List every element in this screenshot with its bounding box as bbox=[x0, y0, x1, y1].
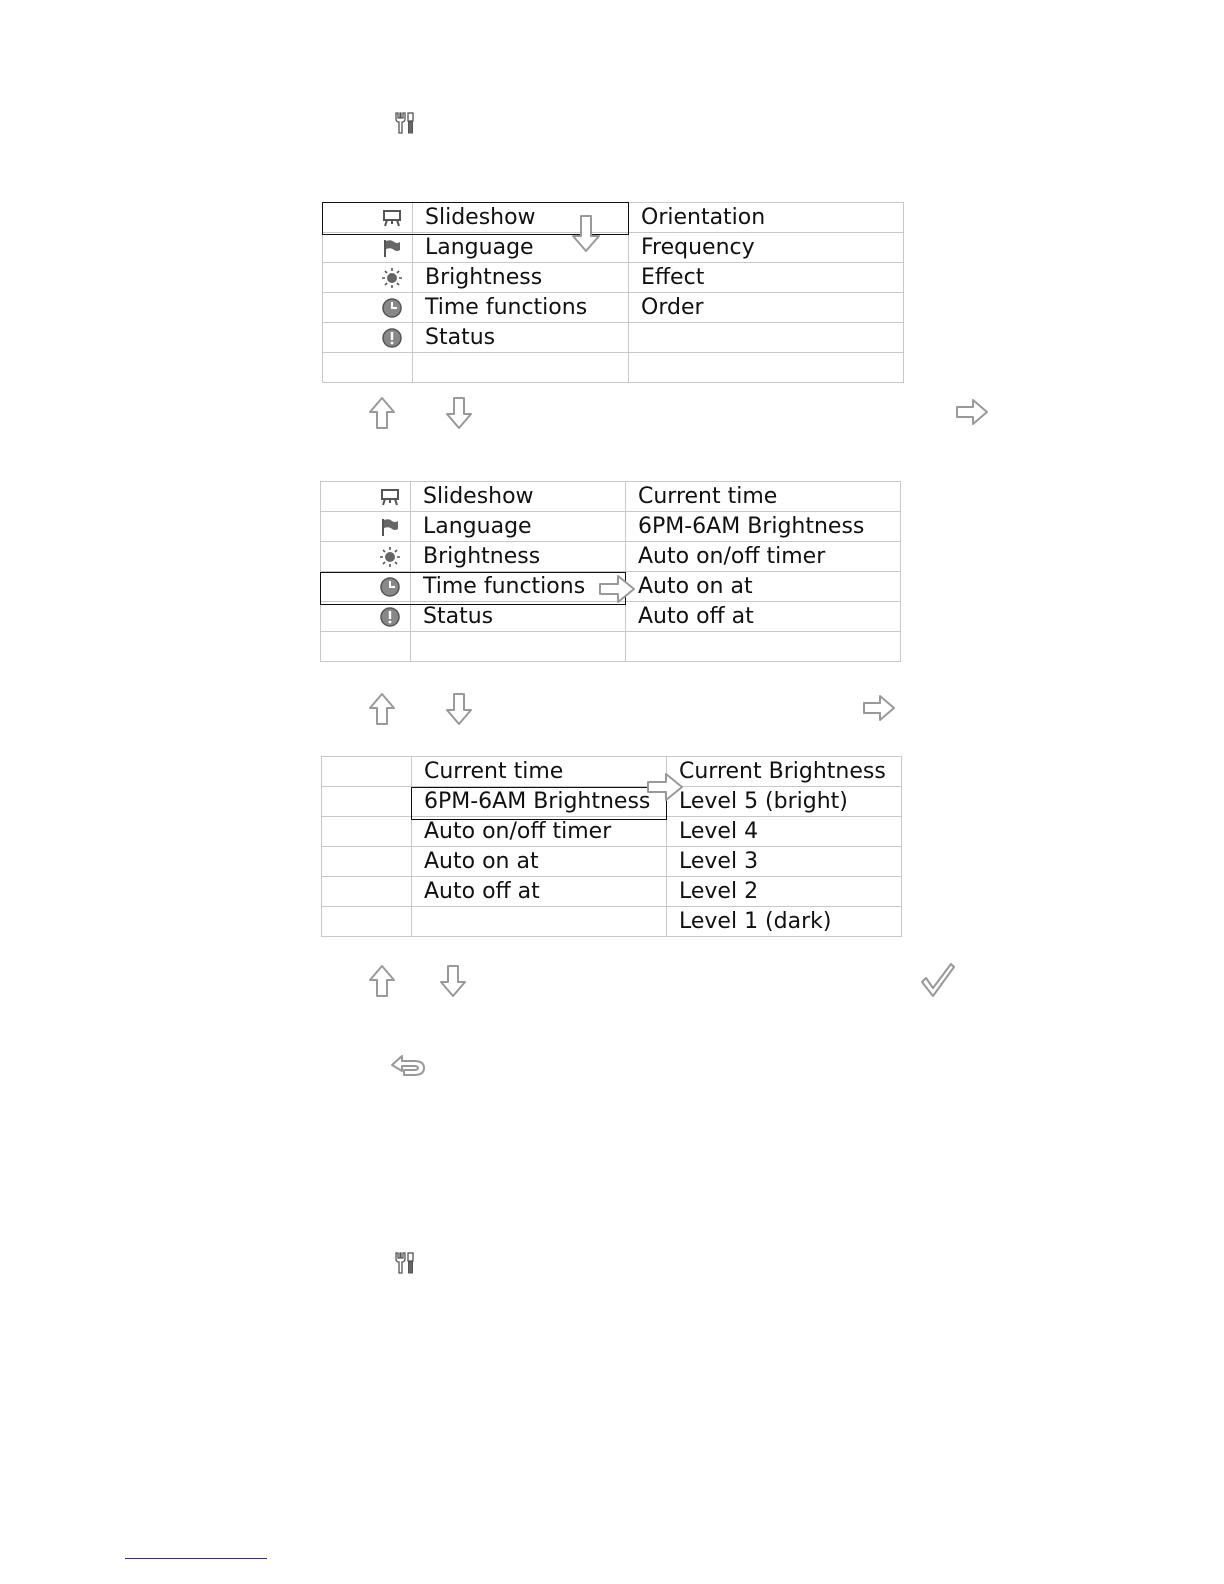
up-arrow-icon bbox=[368, 692, 396, 726]
menu-item-label: 6PM-6AM Brightness bbox=[412, 787, 667, 817]
menu-row[interactable] bbox=[322, 847, 902, 877]
empty-cell bbox=[322, 847, 412, 877]
menu-row-time-functions[interactable] bbox=[323, 293, 904, 323]
status-info-icon bbox=[321, 602, 411, 632]
menu-item-label: Brightness bbox=[413, 263, 629, 293]
menu-item-label: Auto off at bbox=[412, 877, 667, 907]
menu-row[interactable] bbox=[322, 877, 902, 907]
brightness-sun-icon bbox=[323, 263, 413, 293]
right-arrow-icon bbox=[598, 574, 636, 604]
slideshow-icon bbox=[321, 482, 411, 512]
down-arrow-icon bbox=[445, 396, 473, 430]
right-arrow-icon bbox=[646, 772, 684, 802]
menu-row-slideshow[interactable] bbox=[321, 482, 901, 512]
right-arrow-icon bbox=[862, 694, 896, 722]
empty-cell bbox=[322, 787, 412, 817]
language-flag-icon bbox=[323, 233, 413, 263]
option-label: Level 4 bbox=[667, 817, 902, 847]
menu-item-label: Auto on/off timer bbox=[412, 817, 667, 847]
submenu-item-label: 6PM-6AM Brightness bbox=[626, 512, 901, 542]
submenu-item-label: Order bbox=[629, 293, 904, 323]
down-arrow-icon bbox=[439, 964, 467, 998]
right-arrow-icon bbox=[955, 398, 989, 426]
empty-cell bbox=[413, 353, 629, 383]
menu-row-status[interactable] bbox=[321, 602, 901, 632]
menu-row-brightness[interactable] bbox=[323, 263, 904, 293]
brightness-sun-icon bbox=[321, 542, 411, 572]
settings-menu-2 bbox=[320, 481, 901, 662]
menu-row[interactable] bbox=[322, 907, 902, 937]
footnote-separator bbox=[125, 1558, 267, 1559]
menu-row-language[interactable] bbox=[323, 233, 904, 263]
down-arrow-icon bbox=[445, 692, 473, 726]
empty-cell bbox=[322, 817, 412, 847]
menu-row-language[interactable] bbox=[321, 512, 901, 542]
menu-item-label: Language bbox=[413, 233, 629, 263]
menu-item-label: Auto on at bbox=[412, 847, 667, 877]
menu-item-label: Language bbox=[411, 512, 626, 542]
language-flag-icon bbox=[321, 512, 411, 542]
back-return-icon bbox=[390, 1053, 426, 1081]
menu-row-empty bbox=[321, 632, 901, 662]
option-label: Level 3 bbox=[667, 847, 902, 877]
menu-item-label: Slideshow bbox=[413, 203, 629, 233]
menu-row-status[interactable] bbox=[323, 323, 904, 353]
up-arrow-icon bbox=[368, 396, 396, 430]
settings-tools-icon bbox=[392, 1250, 418, 1276]
submenu-item-label: Orientation bbox=[629, 203, 904, 233]
menu-item-label: Time functions bbox=[411, 572, 626, 602]
menu-item-label: Brightness bbox=[411, 542, 626, 572]
empty-cell bbox=[322, 877, 412, 907]
menu-row-slideshow[interactable] bbox=[323, 203, 904, 233]
submenu-item-label bbox=[629, 323, 904, 353]
menu-row[interactable] bbox=[322, 787, 902, 817]
empty-cell bbox=[322, 757, 412, 787]
menu-row[interactable] bbox=[322, 817, 902, 847]
checkmark-icon bbox=[920, 962, 956, 998]
menu-item-label: Current time bbox=[412, 757, 667, 787]
menu-item-label: Status bbox=[411, 602, 626, 632]
brightness-submenu bbox=[321, 756, 902, 937]
menu-item-label bbox=[412, 907, 667, 937]
empty-cell bbox=[322, 907, 412, 937]
submenu-item-label: Auto off at bbox=[626, 602, 901, 632]
menu-row[interactable] bbox=[322, 757, 902, 787]
settings-menu-1 bbox=[322, 202, 904, 383]
empty-cell bbox=[626, 632, 901, 662]
submenu-item-label: Current time bbox=[626, 482, 901, 512]
settings-tools-icon bbox=[392, 110, 418, 136]
empty-cell bbox=[629, 353, 904, 383]
clock-icon bbox=[323, 293, 413, 323]
option-label: Level 2 bbox=[667, 877, 902, 907]
slideshow-icon bbox=[323, 203, 413, 233]
clock-icon bbox=[321, 572, 411, 602]
menu-item-label: Status bbox=[413, 323, 629, 353]
empty-cell bbox=[321, 632, 411, 662]
down-arrow-icon bbox=[571, 214, 601, 254]
menu-item-label: Time functions bbox=[413, 293, 629, 323]
submenu-item-label: Effect bbox=[629, 263, 904, 293]
option-label: Current Brightness bbox=[667, 757, 902, 787]
option-label: Level 5 (bright) bbox=[667, 787, 902, 817]
menu-row-empty bbox=[323, 353, 904, 383]
submenu-item-label: Frequency bbox=[629, 233, 904, 263]
status-info-icon bbox=[323, 323, 413, 353]
submenu-item-label: Auto on at bbox=[626, 572, 901, 602]
up-arrow-icon bbox=[368, 964, 396, 998]
option-label: Level 1 (dark) bbox=[667, 907, 902, 937]
submenu-item-label: Auto on/off timer bbox=[626, 542, 901, 572]
menu-item-label: Slideshow bbox=[411, 482, 626, 512]
empty-cell bbox=[411, 632, 626, 662]
menu-row-brightness[interactable] bbox=[321, 542, 901, 572]
empty-cell bbox=[323, 353, 413, 383]
